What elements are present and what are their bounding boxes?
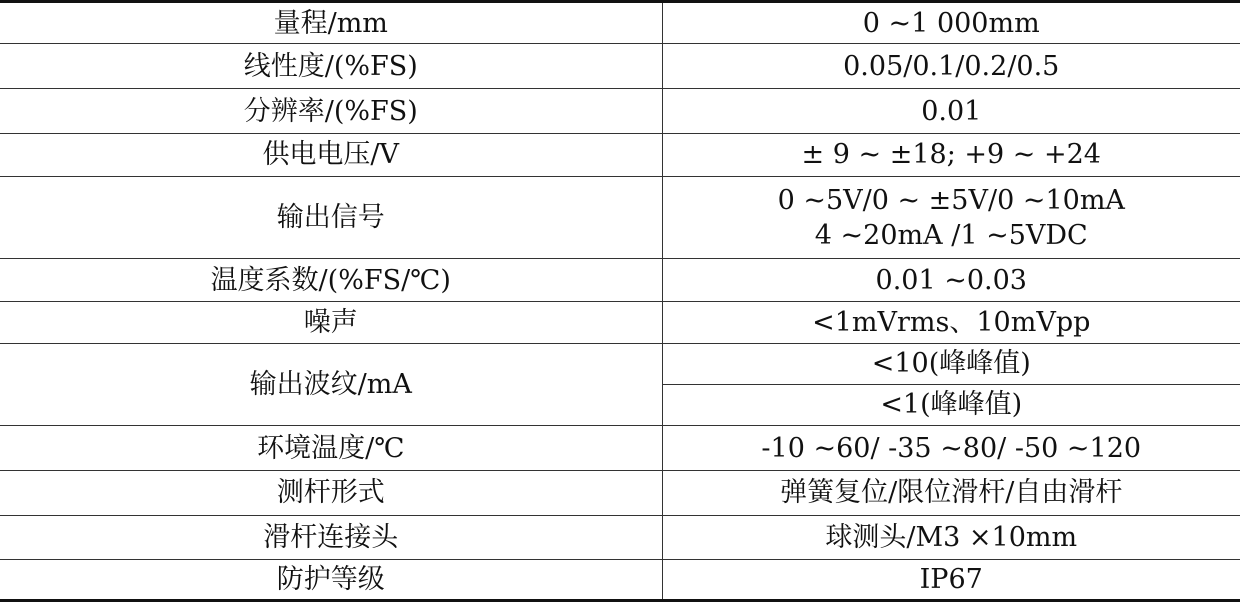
table-row bbox=[0, 259, 1240, 302]
row-label: 温度系数/(%FS/℃) bbox=[0, 259, 662, 302]
row-value: IP67 bbox=[662, 559, 1240, 600]
table-row bbox=[0, 343, 1240, 384]
row-label: 滑杆连接头 bbox=[0, 515, 662, 559]
table-row bbox=[0, 302, 1240, 343]
table-row bbox=[0, 2, 1240, 44]
value-line: 4 ~20mA /1 ~5VDC bbox=[814, 219, 1088, 251]
row-value: -10 ~60/ -35 ~80/ -50 ~120 bbox=[662, 426, 1240, 471]
value-line: 0 ~5V/0 ~ ±5V/0 ~10mA bbox=[777, 184, 1125, 216]
row-label: 防护等级 bbox=[0, 559, 662, 600]
row-value: <10(峰峰值) bbox=[662, 343, 1240, 384]
row-value: 0.01 bbox=[662, 89, 1240, 133]
row-label: 线性度/(%FS) bbox=[0, 44, 662, 89]
row-value: <1(峰峰值) bbox=[662, 384, 1240, 425]
table-row bbox=[0, 426, 1240, 471]
row-value bbox=[662, 176, 1240, 258]
row-label: 测杆形式 bbox=[0, 471, 662, 515]
row-label: 输出信号 bbox=[0, 176, 662, 258]
row-label: 供电电压/V bbox=[0, 133, 662, 176]
table-row bbox=[0, 89, 1240, 133]
row-value: 0.01 ~0.03 bbox=[662, 259, 1240, 302]
row-label: 输出波纹/mA bbox=[0, 343, 662, 425]
row-label: 环境温度/℃ bbox=[0, 426, 662, 471]
row-value: 弹簧复位/限位滑杆/自由滑杆 bbox=[662, 471, 1240, 515]
table-row bbox=[0, 44, 1240, 89]
table-row bbox=[0, 515, 1240, 559]
row-value: 0 ~1 000mm bbox=[662, 2, 1240, 44]
row-value: ± 9 ~ ±18; +9 ~ +24 bbox=[662, 133, 1240, 176]
row-value: 球测头/M3 ×10mm bbox=[662, 515, 1240, 559]
row-label: 量程/mm bbox=[0, 2, 662, 44]
row-label: 分辨率/(%FS) bbox=[0, 89, 662, 133]
table-row bbox=[0, 176, 1240, 258]
table-row bbox=[0, 559, 1240, 600]
table-row bbox=[0, 133, 1240, 176]
row-value: <1mVrms、10mVpp bbox=[662, 302, 1240, 343]
table-row bbox=[0, 471, 1240, 515]
row-value: 0.05/0.1/0.2/0.5 bbox=[662, 44, 1240, 89]
row-label: 噪声 bbox=[0, 302, 662, 343]
